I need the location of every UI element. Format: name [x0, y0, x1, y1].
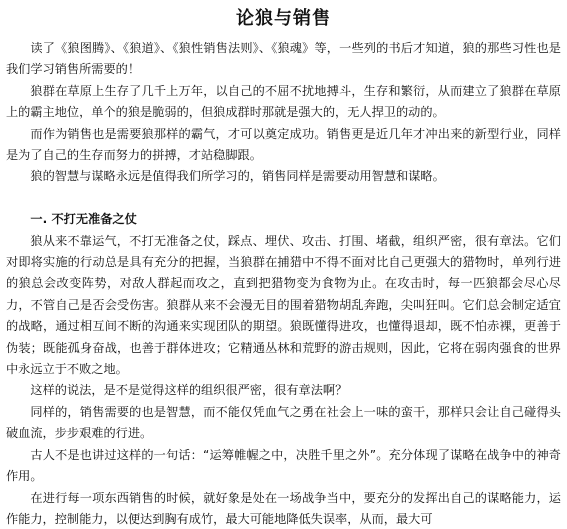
- section-paragraph-2: 这样的说法，是不是觉得这样的组织很严密，很有章法啊？: [30, 383, 348, 398]
- section-paragraph-5: 在进行每一项东西销售的时候，就好象是处在一场战争当中，要充分的发挥出自己的谋略能力，运作能力，控制能力，以便达到胸有成竹，最大可能地降低失误率，从而，最大可: [6, 490, 561, 526]
- intro-paragraph-1: 读了《狼图腾》、《狼道》、《狼性销售法则》、《狼魂》等，一些列的书后才知道，狼的那些习性也是我们学习销售所需要的！: [6, 41, 561, 77]
- section-paragraph-3: 同样的，销售需要的也是智慧，而不能仅凭血气之勇在社会上一味的蛮干，那样只会让自己碰得头破血流，步步艰难的行进。: [6, 404, 561, 441]
- section-paragraph-4: 古人不是也讲过这样的一句话：“运筹帷幄之中，决胜千里之外”。充分体现了谋略在战争中的神奇作用。: [6, 447, 561, 484]
- intro-paragraph-2: 狼群在草原上生存了几千上万年，以自己的不屈不扰地搏斗，生存和繁衍，从而建立了狼群在草原上的霸主地位，单个的狼是脆弱的，但狼成群时那就是强大的，无人捍卫的动的。: [6, 83, 561, 120]
- paragraph-spacer: [6, 188, 561, 209]
- section-paragraph-1: 狼从来不靠运气，不打无准备之仗，踩点、埋伏、攻击、打围、堵截，组织严密，很有章法。它们对即将实施的行动总是具有充分的把握，当狼群在捕猎中不得不面对比自己更强大的猎物时，单列行进的狼总会改变阵势，对敌人群起而攻之，直到把猎物变为食物为止。在攻击时，每一匹狼都会尽心尽力，不管自己是否会受伤害。狼群从来不会漫无目的围着猎物胡乱奔跑，尖叫狂叫。它们总会制定适宜的战略，通过相互间不断的沟通来实现团队的期望。狼既懂得进攻，也懂得退却，既不怕赤裸，更善于伪装；既能孤身奋战，也善于群体进攻；它精通丛林和荒野的游击规则，因此，它将在弱肉强食的世界中永远立于不败之地。: [6, 233, 561, 377]
- section-heading: 一. 不打无准备之仗: [30, 212, 137, 227]
- page-title: 论狼与销售: [236, 8, 331, 29]
- intro-paragraph-3: 而作为销售也是需要狼那样的霸气，才可以奠定成功。销售更是近几年才冲出来的新型行业，同样是为了自己的生存而努力的拼搏，才站稳脚跟。: [6, 126, 561, 163]
- intro-paragraph-4: 狼的智慧与谋略永远是值得我们所学习的，销售同样是需要动用智慧和谋略。: [30, 169, 445, 184]
